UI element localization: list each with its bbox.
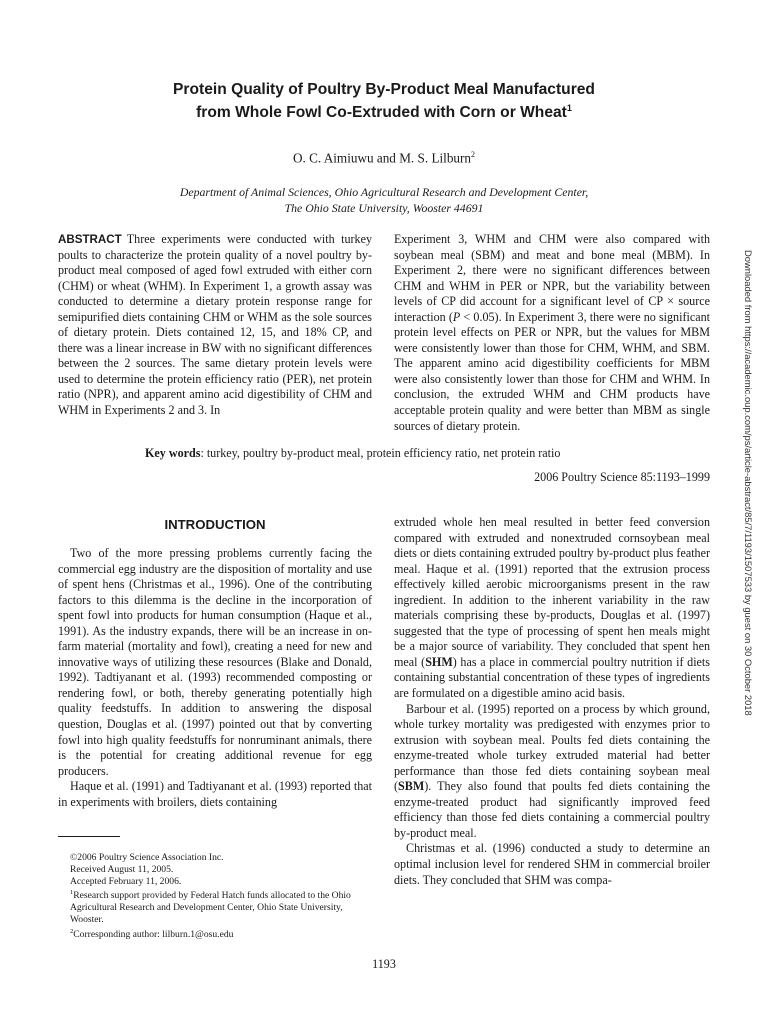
footnote-1 [58,887,372,926]
footnote-1-marker: 1 [70,889,74,897]
abstract-left-column [58,232,372,419]
intro-paragraph-2: Haque et al. (1991) and Tadtiyanant et al. (1993) reported that in experiments with broilers, diets containing [58,779,372,809]
footnote-2 [58,926,372,941]
received-date: Received August 11, 2005. [70,863,174,875]
keywords-list: : turkey, poultry by-product meal, protein efficiency ratio, net protein ratio [200,446,561,460]
introduction-left-column [58,546,372,810]
abbrev-shm: SHM [425,654,453,669]
p-value-symbol: P [452,309,461,324]
title-line-2: from Whole Fowl Co-Extruded with Corn or Wheat [196,104,567,122]
intro-paragraph-barbour [394,702,710,842]
footnote-2-text: Corresponding author: lilburn.1@osu.edu [73,929,234,941]
abstract-right-column [394,232,710,434]
title-footnote-marker: 1 [566,103,572,113]
copyright-line: ©2006 Poultry Science Association Inc. [70,852,224,863]
authors: O. C. Aimiuwu and M. S. Lilburn [292,150,472,166]
abstract-label: ABSTRACT [58,233,122,246]
introduction-heading: INTRODUCTION [164,517,266,532]
abstract-text-right-1: Experiment 3, WHM and CHM were also compared with soybean meal (SBM) and meat and bone meal (MBM). In Experiment 2, there were no significant differences between CHM and WHM in PER or NPR, but the variability between levels of CP did account for a significant level of CP × source interaction ( [394,232,710,324]
introduction-right-column [394,515,710,888]
intro-text: ) has a place in commercial poultry nutrition if diets containing substantial concentration of these types of ingredients are formulated on a digestible amino acid basis. [394,654,710,701]
author-list [80,150,688,166]
intro-paragraph-christmas: Christmas et al. (1996) conducted a study to determine an optimal inclusion level for rendered SHM in commercial broiler diets. They concluded that SHM was compa- [394,841,710,887]
abbrev-sbm: SBM [398,779,425,794]
download-watermark: Downloaded from https://academic.oup.com/ps/article-abstract/85/7/1193/1507533 by guest on 30 October 2018 [743,250,754,716]
intro-text: ). They also found that poults fed diets containing the enzyme-treated product had significantly improved feed efficiency than those fed diets containing a commercial poultry by-product meal. [394,779,710,840]
affiliation [80,184,688,216]
abstract-text-left: Three experiments were conducted with turkey poults to characterize the protein quality of a novel poultry by-product meal composed of aged fowl extruded with either corn (CHM) or wheat (WHM). In Experiment 1, a growth assay was conducted to determine a dietary protein response range for semipurified diets containing CHM or WHM as the sole sources of dietary protein. Diets contained 12, 15, and 18% CP, and there was a linear increase in BW with no significant differences between the 2 sources. The same dietary protein levels were used to determine the protein efficiency ratio (PER), net protein ratio (NPR), and apparent amino acid digestibility of CHM and WHM in Experiments 2 and 3. In [58,232,372,418]
footnote-2-marker: 2 [70,927,74,935]
article-title [80,80,688,122]
footnote-divider [58,836,120,837]
intro-text: Barbour et al. (1995) reported on a process by which ground, whole turkey mortality was predigested with enzymes prior to extrusion with soybean meal. Poults fed diets containing the enzyme-treated whole turkey extruded material had better performance than those fed diets containing soybean meal ( [394,701,710,794]
title-line-1: Protein Quality of Poultry By-Product Meal Manufactured [173,81,595,98]
footnote-1-text: Research support provided by Federal Hatch funds allocated to the Ohio Agricultural Research and Development Center, Ohio State University, Wooster. [70,890,351,926]
affiliation-line-2: The Ohio State University, Wooster 44691 [284,201,484,215]
abstract-text-right-2: < 0.05). In Experiment 3, there were no significant protein level effects on PER or NPR, but the values for MBM were consistently lower than those for CHM, WHM, and SBM. The apparent amino acid digestibility coefficients for MBM were also consistently lower than those for CHM and WHM. In conclusion, the extruded WHM and CHM products have acceptable protein quality and were better than MBM as single sources of dietary protein. [394,309,710,433]
page-number: 1193 [372,957,396,971]
accepted-date: Accepted February 11, 2006. [70,875,182,887]
intro-text: extruded whole hen meal resulted in better feed conversion compared with extruded and nonextruded cornsoybean meal diets or diets containing extruded poultry by-product plus feather meal. Haque et al. (1991) reported that the extrusion process effectively killed aerobic microorganisms present in the raw ingredient. In addition to the inherent variability in the raw materials comprising these by-products, Douglas et al. (1997) suggested that the type of processing of spent hen meals might be a major source of variability. They concluded that spent hen meal ( [394,515,710,669]
keywords [145,446,710,461]
footnotes [58,852,372,941]
intro-paragraph-continued [394,515,710,702]
intro-paragraph-1: Two of the more pressing problems currently facing the commercial egg industry are the disposition of mortality and use of spent hens (Christmas et al., 1996). One of the contributing factors to this dilemma is the decline in the incorporation of spent fowl into products for human consumption (Haque et al., 1991). As the industry expands, there will be an increase in on-farm material (mortality and fowl), creating a need for new and innovative ways of utilizing these resources (Blake and Donald, 1992). Tadtiyanant et al. (1993) recommended composting or rendering fowl, or both, thereby generating potentially high quality feedstuffs. In addition to answering the disposal question, Douglas et al. (1997) pointed out that by converting fowl into high quality feedstuffs for nonruminant animals, there is the potential for creating additional revenue for egg producers. [58,546,372,778]
keywords-label: Key words [145,446,201,460]
journal-citation: 2006 Poultry Science 85:1193–1999 [534,470,710,484]
affiliation-line-1: Department of Animal Sciences, Ohio Agricultural Research and Development Center, [179,185,589,199]
author-footnote-marker: 2 [471,150,476,159]
